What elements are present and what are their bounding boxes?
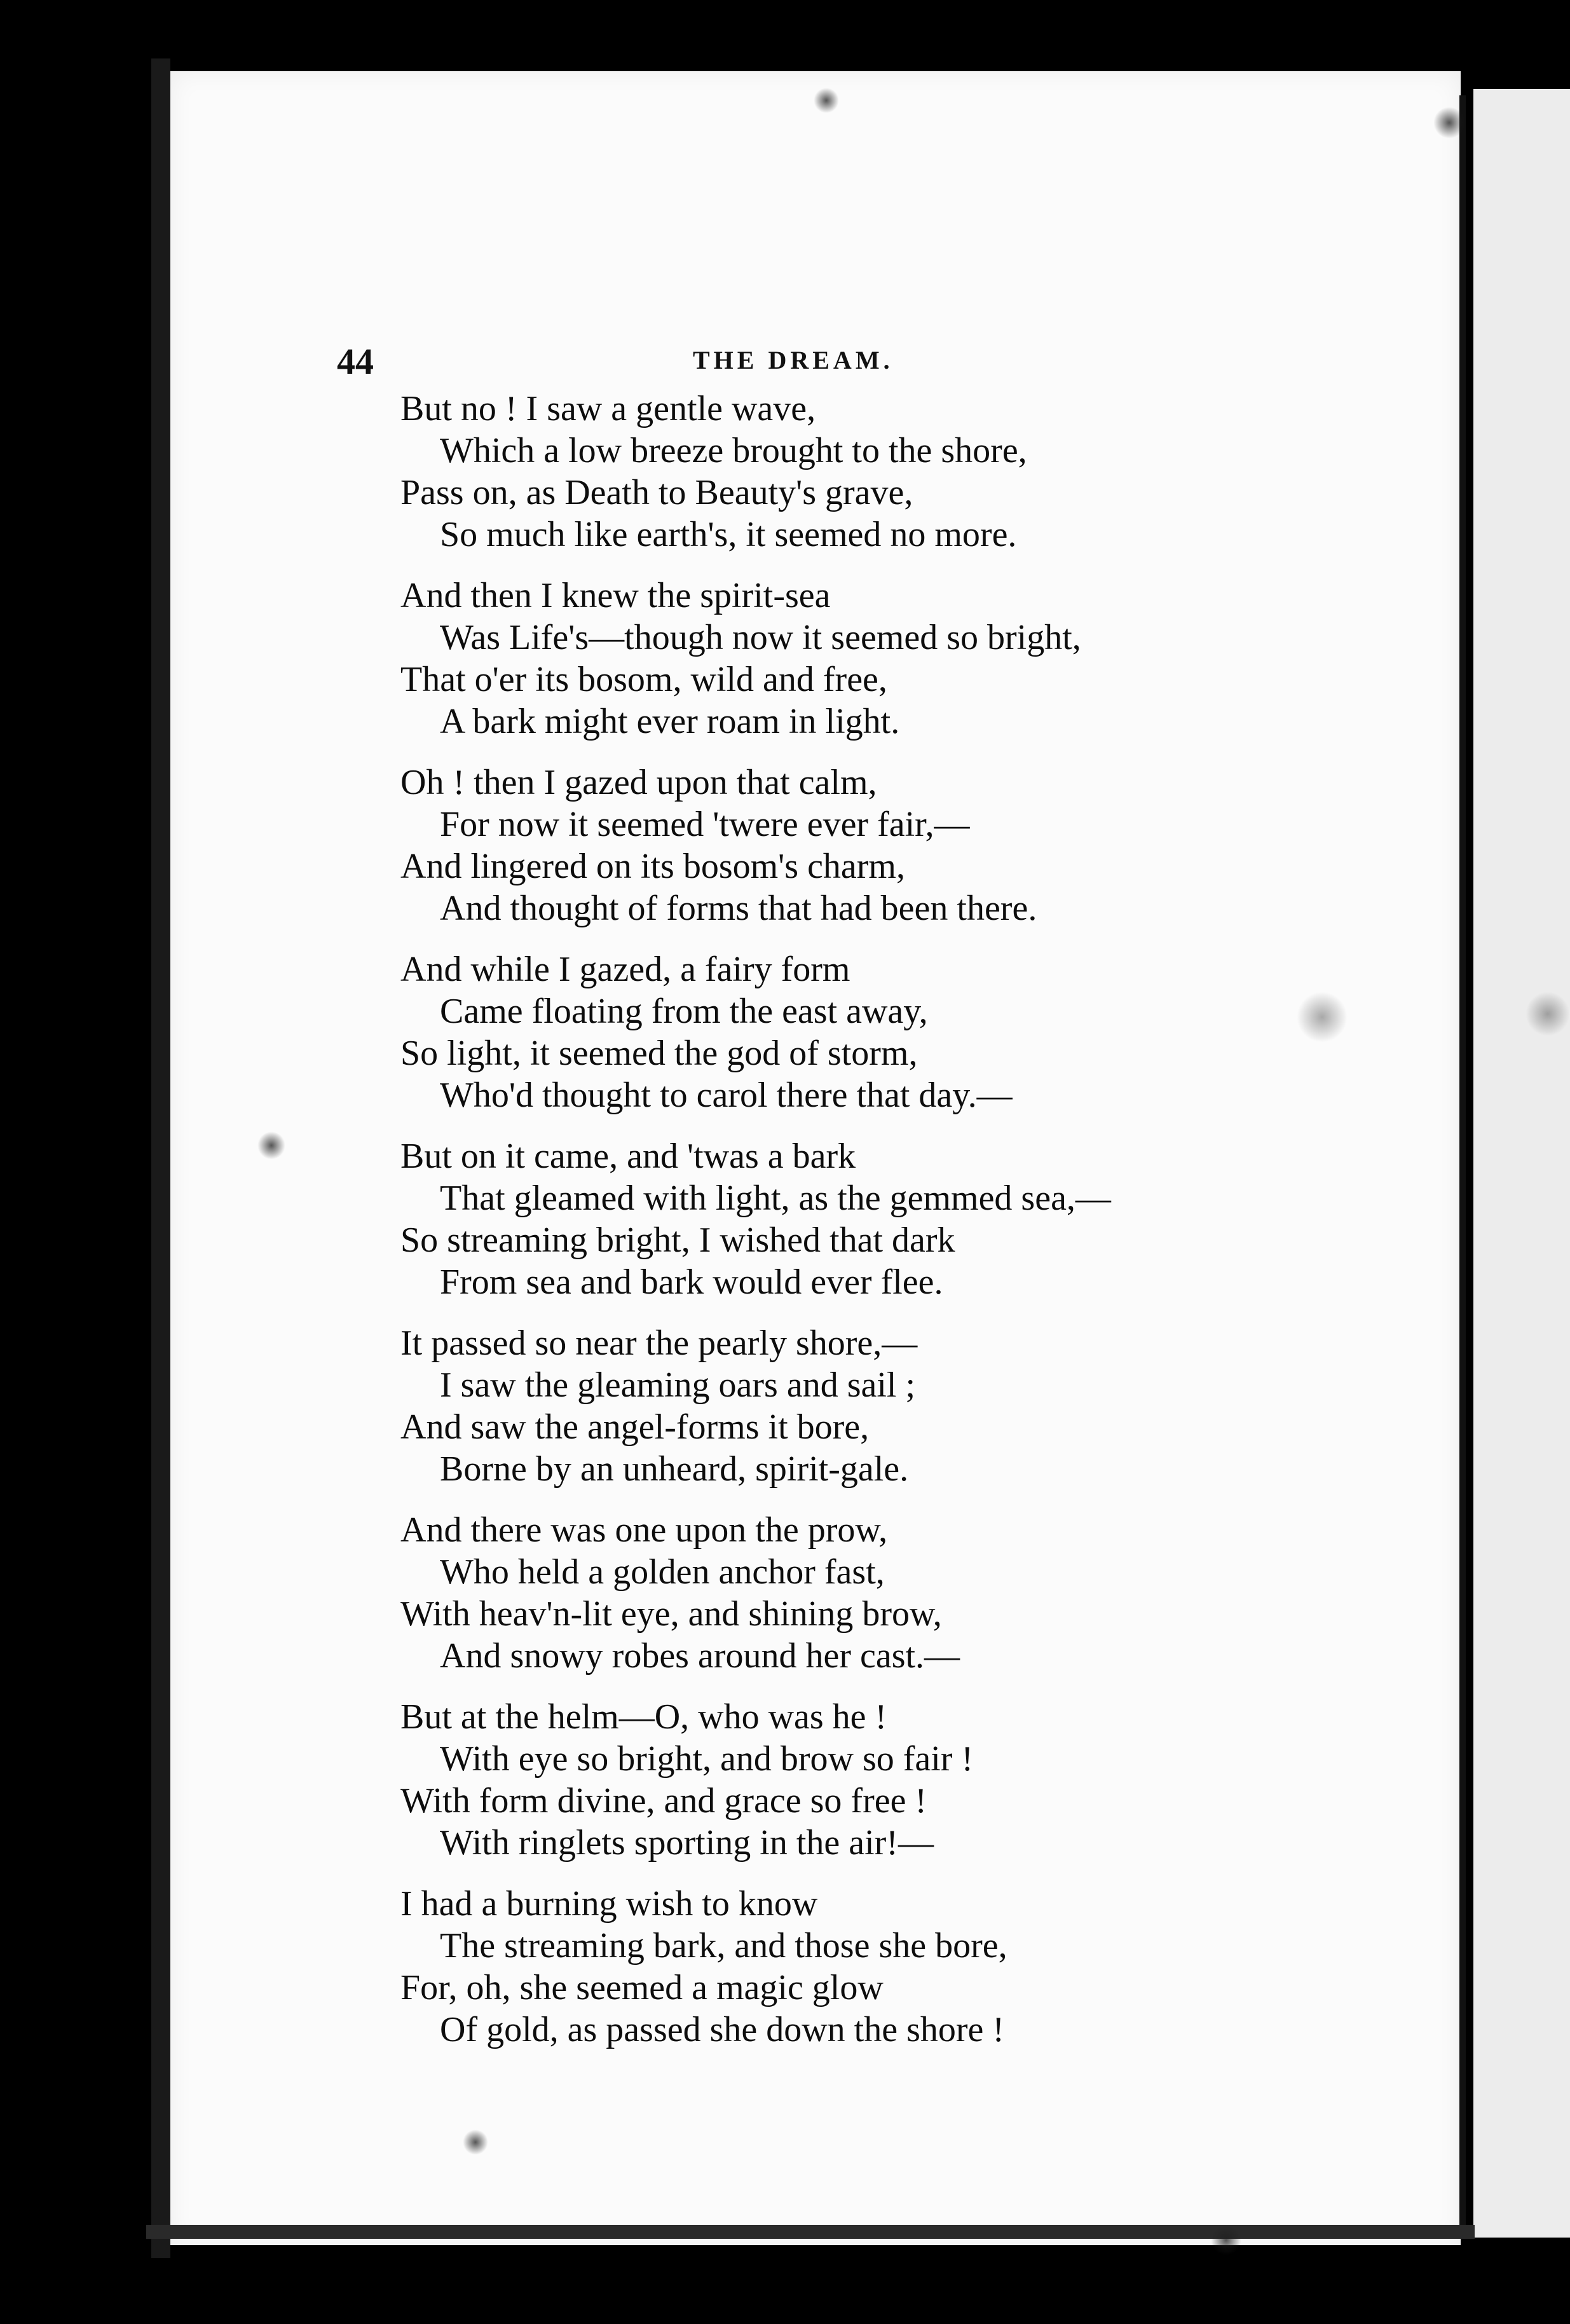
poem-line: Who held a golden anchor fast, <box>440 1552 885 1592</box>
poem-line: With ringlets sporting in the air!— <box>440 1823 934 1863</box>
poem-line: Of gold, as passed she down the shore ! <box>440 2010 1005 2049</box>
poem-line: A bark might ever roam in light. <box>440 702 900 741</box>
page-bottom-edge <box>146 2225 1475 2239</box>
stanza <box>400 388 1303 556</box>
poem-line: Borne by an unheard, spirit-gale. <box>440 1449 909 1489</box>
poem-line: And lingered on its bosom's charm, <box>400 847 905 886</box>
poem-line: The streaming bark, and those she bore, <box>440 1926 1007 1965</box>
poem-line: It passed so near the pearly shore,— <box>400 1323 918 1363</box>
page-gutter <box>1459 95 1466 2231</box>
stanza <box>400 1322 1303 1490</box>
facing-page-edge <box>1473 89 1570 2238</box>
ink-speck <box>1433 107 1465 139</box>
poem-line: That gleamed with light, as the gemmed sea,— <box>440 1179 1111 1218</box>
ink-speck <box>1297 992 1348 1042</box>
running-head <box>337 340 1290 385</box>
poem-line: With eye so bright, and brow so fair ! <box>440 1739 974 1779</box>
stanza <box>400 1696 1303 1864</box>
stanza <box>400 1883 1303 2051</box>
running-title: THE DREAM. <box>693 346 894 374</box>
stanza <box>400 762 1303 929</box>
poem-line: But on it came, and 'twas a bark <box>400 1137 856 1176</box>
poem-line: From sea and bark would ever flee. <box>440 1262 943 1302</box>
poem-line: Was Life's—though now it seemed so bright, <box>440 618 1081 657</box>
poem-line: So light, it seemed the god of storm, <box>400 1034 918 1073</box>
stanza <box>400 1135 1303 1303</box>
poem-line: Came floating from the east away, <box>440 992 928 1031</box>
stanza <box>400 575 1303 742</box>
poem-line: With form divine, and grace so free ! <box>400 1781 927 1821</box>
poem-line: Pass on, as Death to Beauty's grave, <box>400 473 913 512</box>
poem-line: And while I gazed, a fairy form <box>400 950 850 989</box>
ink-speck <box>1211 2225 1241 2255</box>
poem-line: But no ! I saw a gentle wave, <box>400 389 816 428</box>
poem-line: But at the helm—O, who was he ! <box>400 1697 887 1737</box>
poem-line: So streaming bright, I wished that dark <box>400 1220 955 1260</box>
poem-line: And snowy robes around her cast.— <box>440 1636 960 1676</box>
poem-line: I had a burning wish to know <box>400 1884 818 1924</box>
poem-line: For, oh, she seemed a magic glow <box>400 1968 884 2007</box>
poem-body <box>400 388 1303 2070</box>
page-left-edge <box>151 58 170 2258</box>
poem-line: And thought of forms that had been there. <box>440 889 1037 928</box>
poem-line: That o'er its bosom, wild and free, <box>400 660 887 699</box>
ink-speck <box>257 1131 285 1159</box>
poem-line: Oh ! then I gazed upon that calm, <box>400 763 877 802</box>
poem-line: So much like earth's, it seemed no more. <box>440 515 1017 554</box>
ink-speck <box>814 88 839 113</box>
poem-line: For now it seemed 'twere ever fair,— <box>440 805 970 844</box>
poem-line: With heav'n-lit eye, and shining brow, <box>400 1594 942 1634</box>
page-number: 44 <box>337 341 374 382</box>
poem-line: I saw the gleaming oars and sail ; <box>440 1365 916 1405</box>
stanza <box>400 948 1303 1116</box>
poem-line: Who'd thought to carol there that day.— <box>440 1076 1013 1115</box>
ink-speck <box>1526 992 1570 1036</box>
poem-line: And saw the angel-forms it bore, <box>400 1407 870 1447</box>
stanza <box>400 1509 1303 1677</box>
poem-line: Which a low breeze brought to the shore, <box>440 431 1027 470</box>
ink-speck <box>463 2129 488 2155</box>
poem-line: And there was one upon the prow, <box>400 1510 888 1550</box>
poem-line: And then I knew the spirit-sea <box>400 576 831 615</box>
